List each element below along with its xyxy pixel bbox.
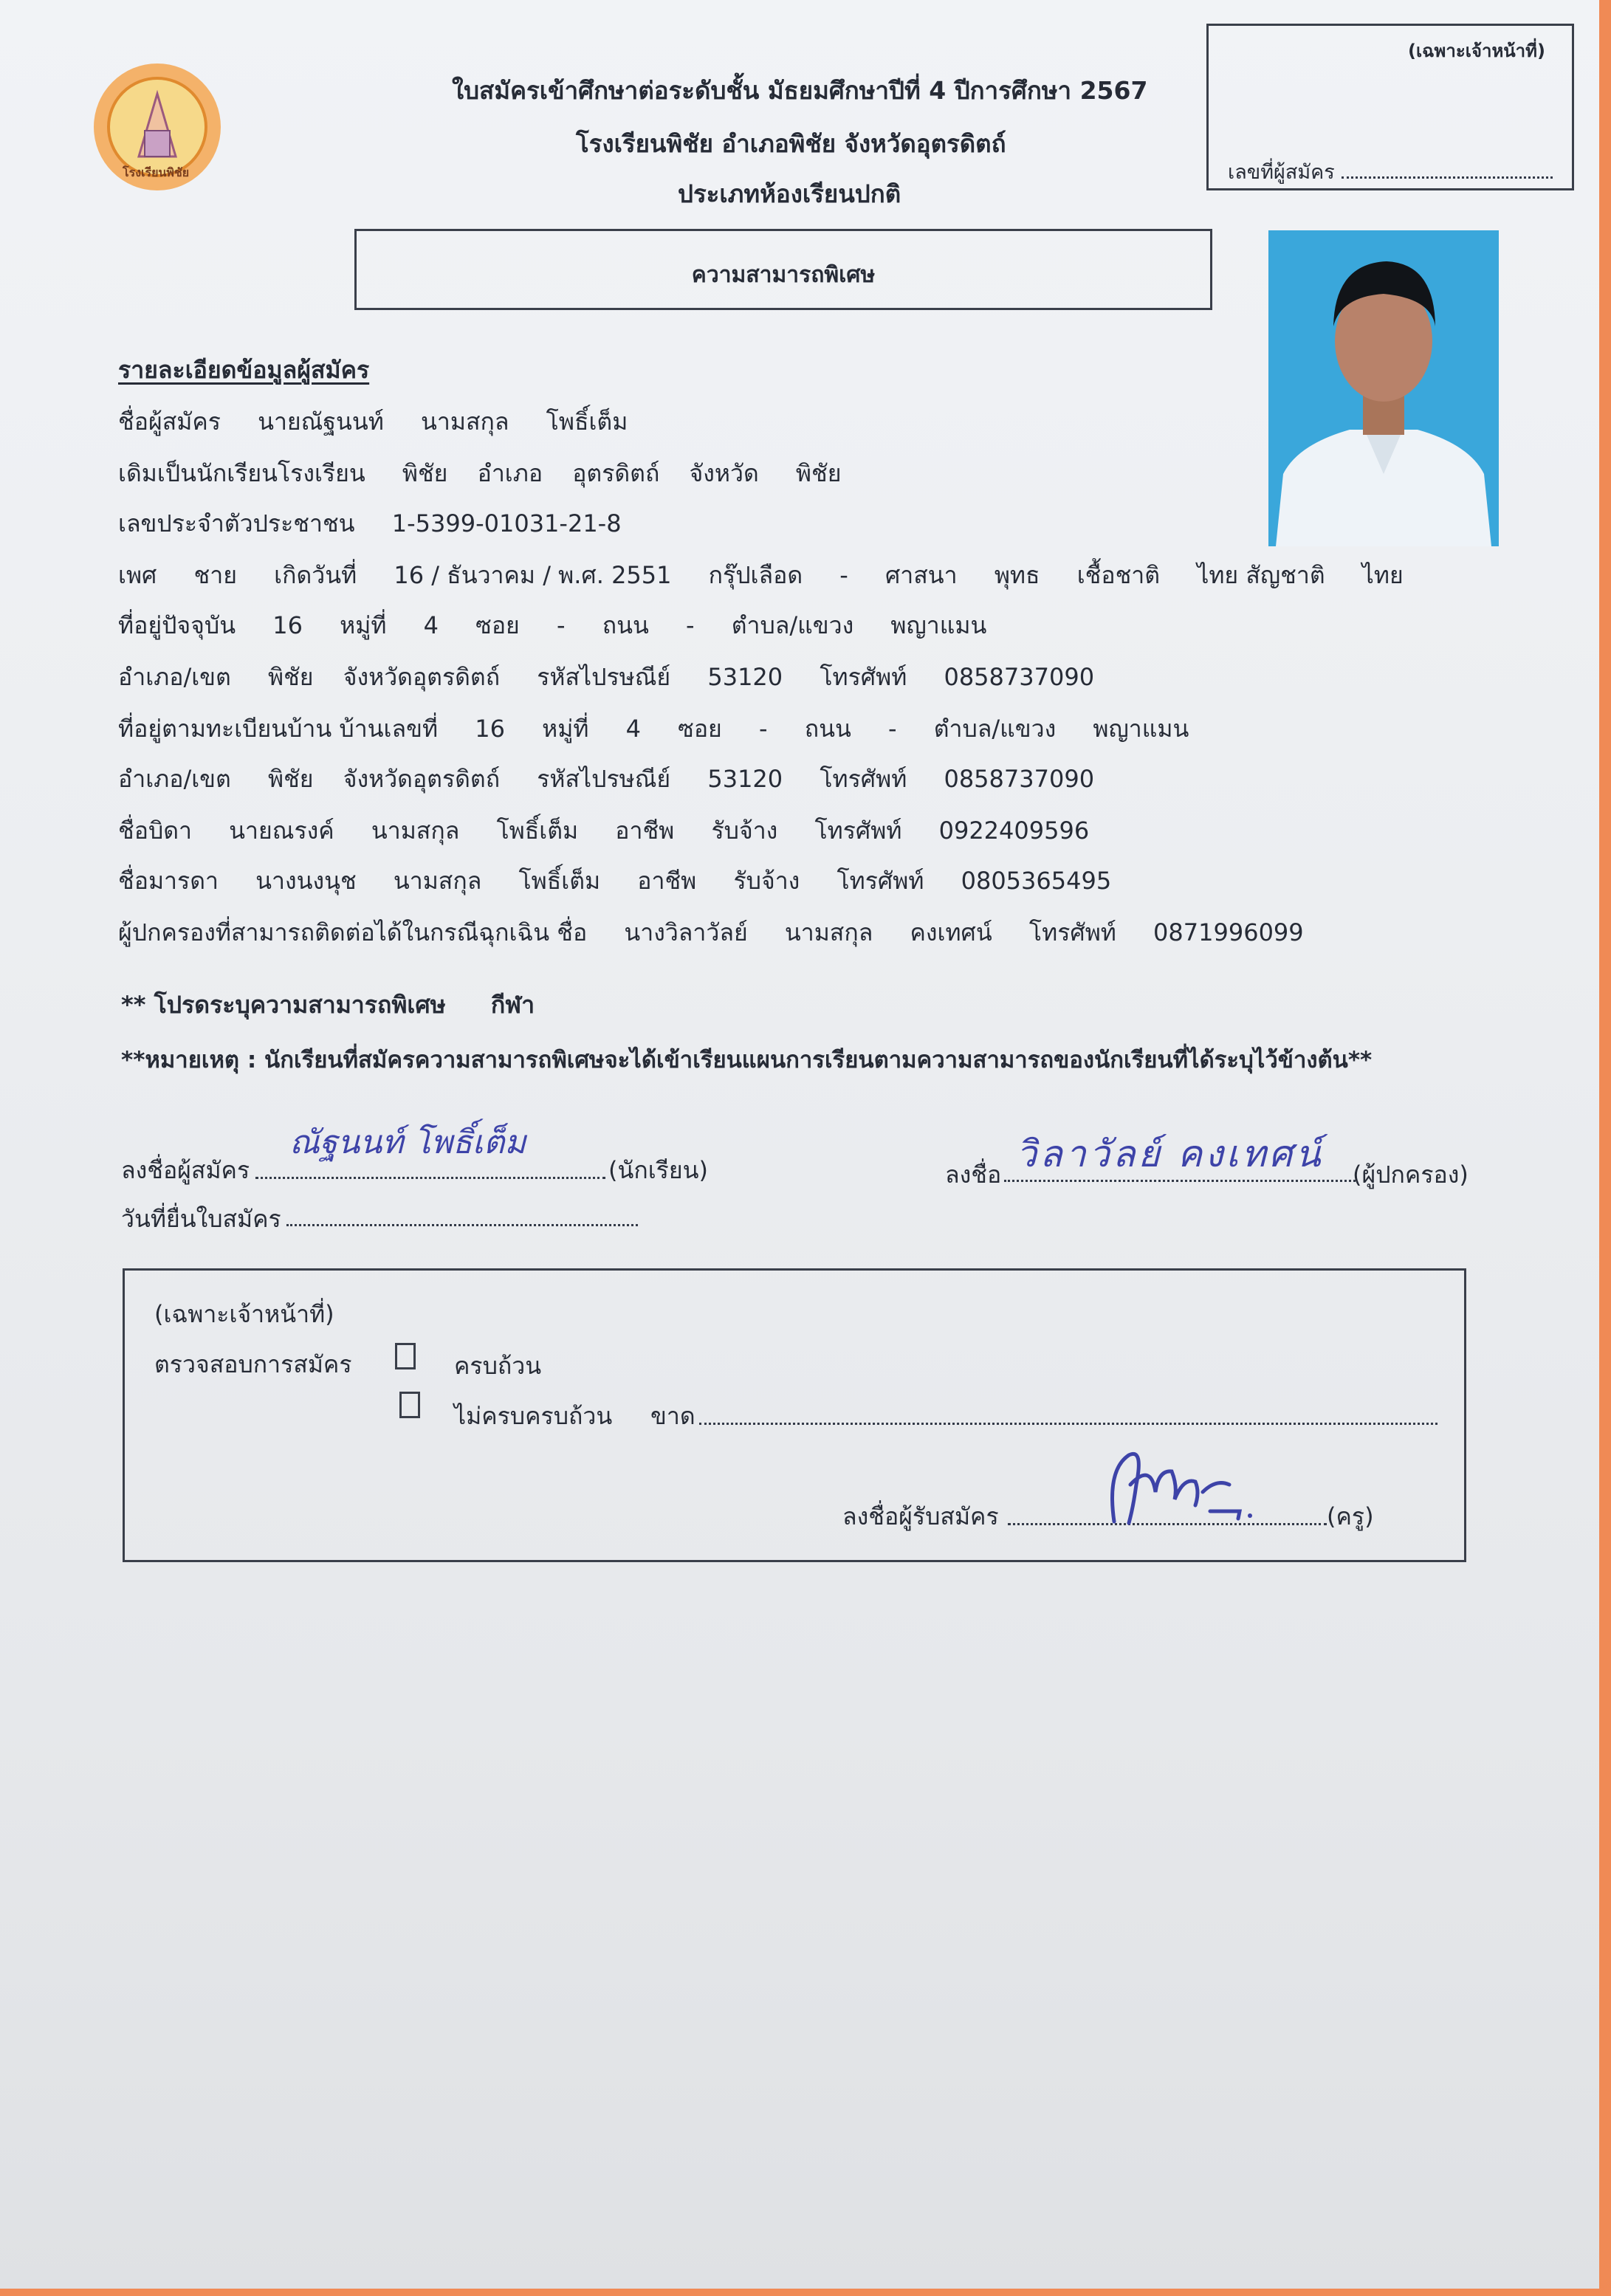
remark-note: **หมายเหตุ : นักเรียนที่สมัครความสามารถพิเศษจะได้เข้าเรียนแผนการเรียนตามความสามารถของนักเรียนที่ได้ระบุไว้ข้างต้น** <box>121 1047 1373 1073</box>
row-registered-address <box>118 710 1189 748</box>
surname-label: นามสกุล <box>421 408 509 436</box>
reg-tel-value: 0858737090 <box>944 765 1095 793</box>
surname-value: โพธิ์เต็ม <box>546 408 628 436</box>
ethnicity-value: ไทย <box>1197 561 1239 589</box>
office-box-title: (เฉพาะเจ้าหน้าที่) <box>154 1300 334 1328</box>
amphoe-value: อุตรดิตถ์ <box>572 459 660 487</box>
guardian-tel: 0871996099 <box>1153 918 1304 946</box>
applicant-photo <box>1268 230 1499 546</box>
reg-moo-label: หมู่ที่ <box>542 715 589 743</box>
row-registered-district <box>118 760 1094 798</box>
row-citizen-id <box>118 505 622 543</box>
father-tel: 0922409596 <box>938 817 1090 845</box>
office-use-box <box>123 1268 1466 1562</box>
address-label: ที่อยู่ปัจจุบัน <box>118 611 236 639</box>
submission-date-field[interactable] <box>286 1223 638 1226</box>
father-name: นายณรงค์ <box>229 817 334 845</box>
applicant-signature-suffix: (นักเรียน) <box>608 1156 708 1184</box>
row-father <box>118 812 1089 850</box>
reg-road-value: - <box>887 715 897 743</box>
religion-value: พุทธ <box>994 561 1040 589</box>
check-application-label: ตรวจสอบการสมัคร <box>154 1350 352 1378</box>
reg-soi-label: ซอย <box>678 715 722 743</box>
sex-value: ชาย <box>193 561 237 589</box>
teacher-signature-icon <box>1085 1440 1262 1536</box>
sex-label: เพศ <box>118 561 157 589</box>
school-logo <box>87 61 227 193</box>
moo-label: หมู่ที่ <box>340 611 387 639</box>
guardian-tel-label: โทรศัพท์ <box>1028 918 1116 946</box>
submission-date-label: วันที่ยื่นใบสมัคร <box>121 1205 281 1233</box>
name-value: นายณัฐนนท์ <box>258 408 384 436</box>
soi-value: - <box>556 611 566 639</box>
amphoe-label: อำเภอ <box>477 459 543 487</box>
row-special-ability <box>121 986 535 1024</box>
row-applicant-name <box>118 403 628 441</box>
form-title-line1: ใบสมัครเข้าศึกษาต่อระดับชั้น มัธยมศึกษาปีที่ 4 ปีการศึกษา 2567 <box>452 76 1148 105</box>
mother-tel: 0805365495 <box>961 867 1112 895</box>
district-label: อำเภอ/เขต <box>118 663 231 691</box>
reg-road-label: ถนน <box>804 715 851 743</box>
program-box <box>354 229 1212 310</box>
missing-field[interactable] <box>699 1421 1437 1425</box>
soi-label: ซอย <box>475 611 520 639</box>
tambon-label: ตำบล/แขวง <box>731 611 854 639</box>
guardian-signature-label: ลงชื่อ <box>945 1161 1002 1189</box>
applicant-portrait-icon <box>1268 230 1499 546</box>
missing-label: ขาด <box>650 1402 695 1430</box>
blood-value: - <box>839 561 848 589</box>
reg-tambon-label: ตำบล/แขวง <box>933 715 1057 743</box>
mother-surname: โพธิ์เต็ม <box>518 867 601 895</box>
mother-tel-label: โทรศัพท์ <box>837 867 924 895</box>
prov-label: จังหวัดอุตรดิตถ์ <box>343 663 501 691</box>
guardian-label: ผู้ปกครองที่สามารถติดต่อได้ในกรณีฉุกเฉิน ชื่อ <box>118 918 588 946</box>
applicant-number-label: เลขที่ผู้สมัคร <box>1228 161 1335 184</box>
ethnicity-label: เชื้อชาติ <box>1076 561 1161 589</box>
receiver-signature <box>1085 1440 1262 1539</box>
father-job-label: อาชีพ <box>615 817 675 845</box>
applicant-signature-label: ลงชื่อผู้สมัคร <box>121 1156 250 1184</box>
reg-tambon-value: พญาแมน <box>1093 715 1189 743</box>
row-mother <box>118 862 1111 900</box>
birth-label: เกิดวันที่ <box>274 561 357 589</box>
citizen-id-label: เลขประจำตัวประชาชน <box>118 509 355 537</box>
incomplete-label: ไม่ครบครบถ้วน <box>454 1402 613 1430</box>
birth-value: 16 / ธันวาคม / พ.ศ. 2551 <box>394 561 672 589</box>
father-tel-label: โทรศัพท์ <box>814 817 902 845</box>
form-title-line3: ประเภทห้องเรียนปกติ <box>678 179 901 208</box>
mother-label: ชื่อมารดา <box>118 867 219 895</box>
nationality-value: ไทย <box>1361 561 1404 589</box>
applicant-signature-line[interactable] <box>255 1175 605 1179</box>
guardian-name: นางวิลาวัลย์ <box>624 918 748 946</box>
reg-district-label: อำเภอ/เขต <box>118 765 231 793</box>
address-no: 16 <box>272 611 303 639</box>
province-label: จังหวัด <box>689 459 759 487</box>
row-current-address <box>118 607 986 645</box>
receiver-signature-suffix: (ครู) <box>1327 1502 1374 1530</box>
complete-checkbox[interactable] <box>395 1343 416 1369</box>
staff-box-label: (เฉพาะเจ้าหน้าที่) <box>1408 41 1545 61</box>
nationality-label: สัญชาติ <box>1246 561 1325 589</box>
staff-applicant-number-box <box>1206 24 1574 190</box>
tel-value: 0858737090 <box>944 663 1095 691</box>
zip-label: รหัสไปรษณีย์ <box>537 663 671 691</box>
tambon-value: พญาแมน <box>890 611 987 639</box>
receiver-signature-label: ลงชื่อผู้รับสมัคร <box>842 1502 999 1530</box>
father-job: รับจ้าง <box>711 817 778 845</box>
religion-label: ศาสนา <box>884 561 958 589</box>
name-label: ชื่อผู้สมัคร <box>118 408 221 436</box>
program-label: ความสามารถพิเศษ <box>691 262 876 288</box>
mother-name: นางนงนุช <box>255 867 357 895</box>
special-label: ** โปรดระบุความสามารถพิเศษ <box>121 991 446 1019</box>
road-value: - <box>685 611 695 639</box>
section-title: รายละเอียดข้อมูลผู้สมัคร <box>118 356 370 384</box>
incomplete-checkbox[interactable] <box>399 1392 420 1418</box>
mother-job-label: อาชีพ <box>637 867 697 895</box>
province-value: พิชัย <box>795 459 842 487</box>
reg-district-value: พิชัย <box>267 765 314 793</box>
guardian-surname: คงเทศน์ <box>910 918 992 946</box>
complete-label: ครบถ้วน <box>454 1352 542 1380</box>
reg-zip-value: 53120 <box>707 765 783 793</box>
tel-label: โทรศัพท์ <box>820 663 907 691</box>
reg-moo-value: 4 <box>625 715 641 743</box>
father-label: ชื่อบิดา <box>118 817 192 845</box>
mother-job: รับจ้าง <box>733 867 800 895</box>
row-guardian <box>118 914 1304 952</box>
road-label: ถนน <box>602 611 649 639</box>
reg-zip-label: รหัสไปรษณีย์ <box>537 765 671 793</box>
guardian-signature-suffix: (ผู้ปกครอง) <box>1353 1161 1469 1189</box>
guardian-signature: วิลาวัลย์ คงเทศน์ <box>1016 1132 1324 1175</box>
citizen-id-value: 1-5399-01031-21-8 <box>391 509 622 537</box>
reg-soi-value: - <box>758 715 768 743</box>
reg-address-no: 16 <box>475 715 505 743</box>
guardian-surname-label: นามสกุล <box>784 918 873 946</box>
applicant-number-field[interactable] <box>1342 175 1553 179</box>
applicant-signature: ณัฐนนท์ โพธิ์เต็ม <box>289 1124 526 1161</box>
reg-tel-label: โทรศัพท์ <box>820 765 907 793</box>
form-title-line2: โรงเรียนพิชัย อำเภอพิชัย จังหวัดอุตรดิตถ์ <box>576 129 1006 158</box>
reg-address-label: ที่อยู่ตามทะเบียนบ้าน บ้านเลขที่ <box>118 715 439 743</box>
moo-value: 4 <box>423 611 439 639</box>
mother-surname-label: นามสกุล <box>393 867 482 895</box>
father-surname: โพธิ์เต็ม <box>496 817 579 845</box>
school-label: เดิมเป็นนักเรียนโรงเรียน <box>118 459 365 487</box>
district-value: พิชัย <box>267 663 314 691</box>
school-logo-text: โรงเรียนพิชัย <box>123 165 190 179</box>
row-personal-info <box>118 557 1404 594</box>
row-previous-school <box>118 455 841 492</box>
blood-label: กรุ๊ปเลือด <box>708 561 803 589</box>
school-value: พิชัย <box>402 459 448 487</box>
zip-value: 53120 <box>707 663 783 691</box>
father-surname-label: นามสกุล <box>371 817 460 845</box>
reg-prov-label: จังหวัดอุตรดิตถ์ <box>343 765 501 793</box>
row-current-district <box>118 659 1094 696</box>
special-value: กีฬา <box>490 991 535 1019</box>
